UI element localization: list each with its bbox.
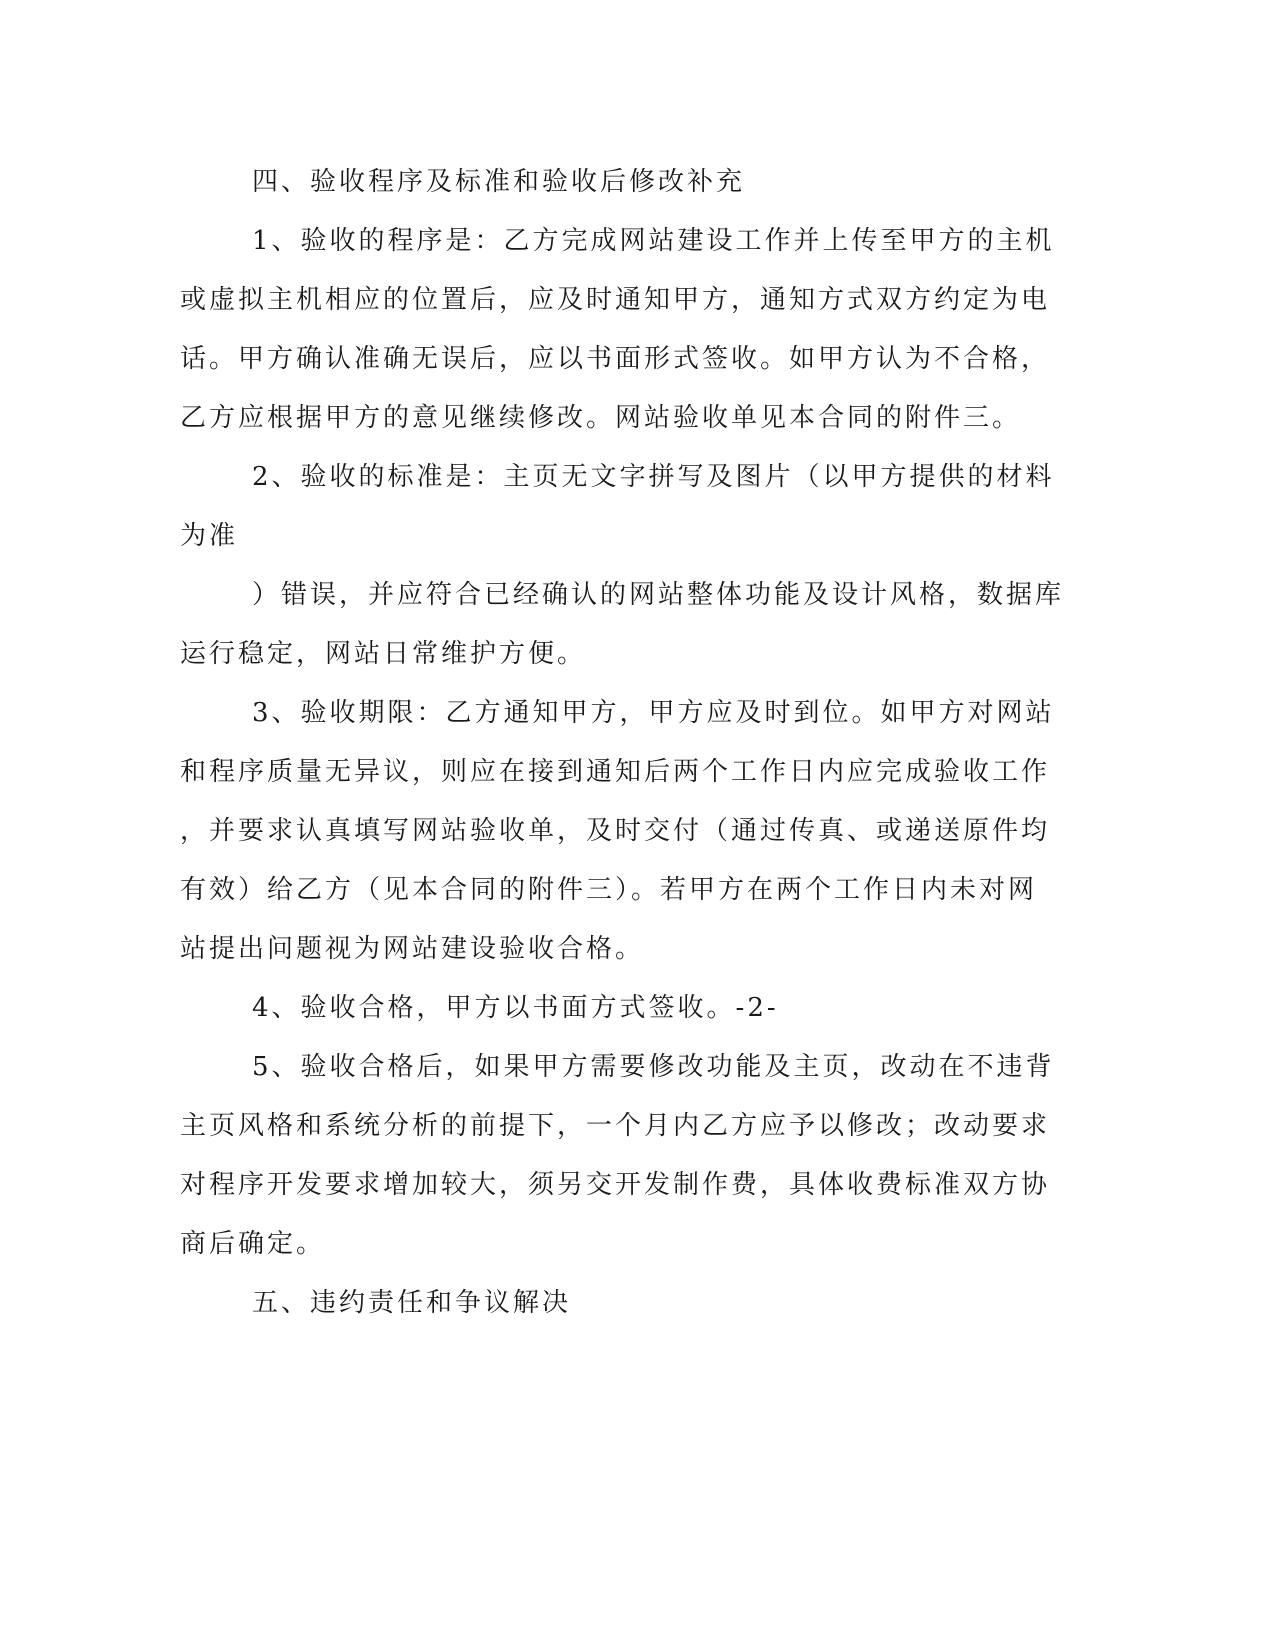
paragraph-line: 站提出问题视为网站建设验收合格。 — [180, 934, 645, 964]
paragraph-line: 有效）给乙方（见本合同的附件三）。若甲方在两个工作日内未对网 — [180, 875, 1038, 905]
section-heading-acceptance: 四、验收程序及标准和验收后修改补充 — [252, 167, 746, 197]
paragraph-line: 3、验收期限：乙方通知甲方，甲方应及时到位。如甲方对网站 — [252, 698, 1055, 728]
paragraph-line: ，并要求认真填写网站验收单，及时交付（通过传真、或递送原件均 — [180, 816, 1051, 846]
paragraph-line: 话。甲方确认准确无误后，应以书面形式签收。如甲方认为不合格， — [180, 344, 1051, 374]
paragraph-line: 或虚拟主机相应的位置后，应及时通知甲方，通知方式双方约定为电 — [180, 285, 1051, 315]
paragraph-line: 5、验收合格后，如果甲方需要修改功能及主页，改动在不违背 — [252, 1052, 1055, 1082]
paragraph-line: 2、验收的标准是：主页无文字拼写及图片（以甲方提供的材料 — [252, 462, 1055, 492]
section-heading-liability: 五、违约责任和争议解决 — [252, 1288, 572, 1318]
paragraph-line: 商后确定。 — [180, 1229, 326, 1259]
paragraph-line: ）错误，并应符合已经确认的网站整体功能及设计风格，数据库 — [252, 580, 1065, 610]
paragraph-line: 4、验收合格，甲方以书面方式签收。-2- — [252, 993, 779, 1023]
paragraph-line: 1、验收的程序是：乙方完成网站建设工作并上传至甲方的主机 — [252, 226, 1055, 256]
paragraph-line: 主页风格和系统分析的前提下，一个月内乙方应予以修改；改动要求 — [180, 1111, 1051, 1141]
paragraph-line: 运行稳定，网站日常维护方便。 — [180, 639, 587, 669]
paragraph-line: 乙方应根据甲方的意见继续修改。网站验收单见本合同的附件三。 — [180, 403, 1022, 433]
paragraph-line: 对程序开发要求增加较大，须另交开发制作费，具体收费标准双方协 — [180, 1170, 1051, 1200]
paragraph-line: 为准 — [180, 521, 239, 551]
paragraph-line: 和程序质量无异议，则应在接到通知后两个工作日内应完成验收工作 — [180, 757, 1051, 787]
